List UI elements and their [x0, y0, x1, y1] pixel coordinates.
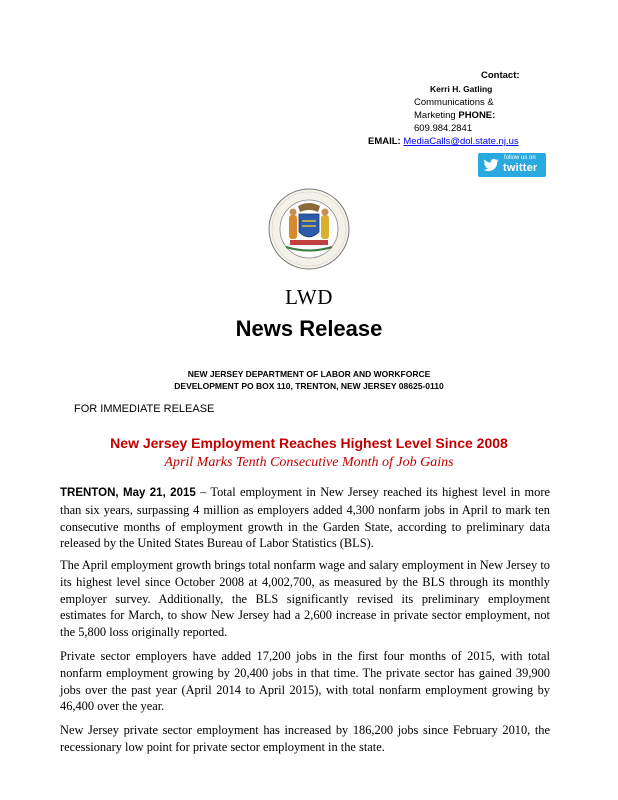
twitter-wordmark: twitter [503, 162, 538, 174]
contact-name: Kerri H. Gatling [430, 84, 493, 94]
phone-label: PHONE: [458, 110, 496, 121]
twitter-bird-icon [482, 156, 500, 174]
email-link[interactable]: MediaCalls@dol.state.nj.us [403, 136, 519, 147]
contact-dept-line2: Marketing PHONE: [414, 110, 496, 121]
subheadline: April Marks Tenth Consecutive Month of Job Gains [164, 455, 454, 470]
contact-label: Contact: [481, 70, 520, 81]
email-label: EMAIL: [368, 136, 401, 147]
twitter-follow-text: follow us on [504, 155, 536, 161]
paragraph-2: The April employment growth brings total nonfarm wage and salary employment in New Jersey to its highest level since October 2008 at 4,002,700, as measured by the BLS through its monthly employer survey. Additionally, the BLS significantly revised its preliminary employment estimates for March, to show New Jersey had a 2,600 increase in private sector employment, not the 5,800 loss originally reported. [60, 558, 550, 640]
lwd-logo: LWD [285, 285, 333, 309]
nj-state-seal-icon [268, 188, 350, 270]
page-title: News Release [235, 316, 383, 341]
dept-line1: NEW JERSEY DEPARTMENT OF LABOR AND WORKFORCE [187, 369, 431, 379]
dateline: TRENTON, May 21, 2015 [60, 487, 196, 499]
dept-line2: DEVELOPMENT PO BOX 110, TRENTON, NEW JERSEY 08625-0110 [174, 381, 444, 391]
contact-email-line [368, 135, 519, 148]
paragraph-1: TRENTON, May 21, 2015 – Total employment in New Jersey reached its highest level in more than six years, surpassing 4 million as employers added 4,300 nonfarm jobs in April to mark ten consecutive months of employment growth in the Garden State, according to preliminary data released by the United States Bureau of Labor Statistics (BLS). [60, 485, 550, 551]
twitter-follow-button[interactable] [478, 153, 546, 177]
release-type: FOR IMMEDIATE RELEASE [74, 403, 215, 415]
paragraph-3: Private sector employers have added 17,200 jobs in the first four months of 2015, with total nonfarm employment growing by 20,400 jobs in that time. The private sector has gained 39,900 jobs over the past year (April 2014 to April 2015), with total nonfarm employment growing by 46,400 over the year. [60, 649, 550, 714]
contact-phone: 609.984.2841 [414, 123, 473, 134]
paragraph-4: New Jersey private sector employment has increased by 186,200 jobs since February 2010, the recessionary low point for private sector employment in the state. [60, 723, 550, 754]
contact-dept-line1: Communications & [414, 97, 494, 108]
headline: New Jersey Employment Reaches Highest Level Since 2008 [110, 435, 508, 451]
